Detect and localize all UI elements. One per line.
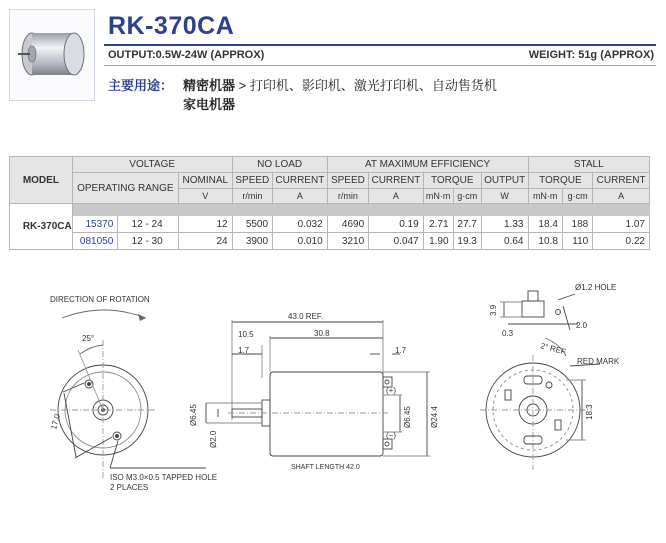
shaft-length: SHAFT LENGTH 42.0 [291,464,360,471]
row1-nl-current: 0.032 [273,216,328,233]
dim-2-0b: 2.0 [576,321,588,330]
technical-drawing [0,280,666,510]
front-view [50,310,206,480]
model-title: RK-370CA [108,12,235,40]
unit-st-a: A [593,189,650,204]
nl-current-header: CURRENT [273,173,328,189]
operating-range-header: OPERATING RANGE [72,173,178,204]
row2-me-mnm: 1.90 [423,233,453,250]
hole-label: Ø1.2 HOLE [575,283,617,292]
dim-6-45a: Ø6.45 [189,404,198,426]
use-list-line [183,75,497,94]
unit-st-gcm: g·cm [562,189,592,204]
info-rule [104,65,656,66]
dim-18-3: 18.3 [585,404,594,420]
dim-17: 17.0 [49,413,62,431]
unit-nl-speed: r/min [232,189,272,204]
unit-me-gcm: g·cm [453,189,481,204]
row1-me-gcm: 27.7 [453,216,481,233]
use-secondary: 家电机器 [183,97,236,112]
row2-nl-current: 0.010 [273,233,328,250]
noload-header: NO LOAD [232,157,327,173]
use-label-text: 主要用途 [108,78,161,93]
nominal-header: NOMINAL [178,173,232,189]
rotation-label: DIRECTION OF ROTATION [50,295,150,304]
spec-table [9,156,650,250]
plus-terminal: (+) [386,386,396,395]
me-output-header: OUTPUT [481,173,528,189]
dim-0-3: 0.3 [502,329,514,338]
tapped-hole-2: 2 PLACES [110,483,149,492]
row1-nl-speed: 5500 [232,216,272,233]
unit-me-speed: r/min [327,189,368,204]
row1-me-mnm: 2.71 [423,216,453,233]
unit-nl-current: A [273,189,328,204]
row1-st-mnm: 18.4 [528,216,562,233]
rear-view [480,291,600,470]
row2-me-speed: 3210 [327,233,368,250]
row2-st-current: 0.22 [593,233,650,250]
model-name-cell: RK-370CA [10,204,73,250]
st-current-header: CURRENT [593,173,650,189]
angle-25: 25° [82,334,95,343]
dim-3-9: 3.9 [489,304,498,316]
row1-st-current: 1.07 [593,216,650,233]
unit-st-mnm: mN·m [528,189,562,204]
row2-num: 081050 [72,233,118,250]
dim-10-5: 10.5 [238,330,254,339]
motor-photo [9,9,95,101]
dim-30-8: 30.8 [314,329,330,338]
unit-me-w: W [481,189,528,204]
table-spacer-row [10,204,650,216]
row1-num: 15370 [72,216,118,233]
output-range: OUTPUT:0.5W-24W (APPROX) [108,49,265,61]
unit-v: V [178,189,232,204]
model-header: MODEL [10,157,73,204]
use-arrow: > [238,78,247,93]
minus-terminal: (−) [386,431,396,440]
voltage-header: VOLTAGE [72,157,232,173]
row1-nominal: 12 [178,216,232,233]
red-mark: RED MARK [577,357,620,366]
dim-43: 43.0 REF. [288,312,324,321]
row1-me-current: 0.19 [369,216,424,233]
row2-st-mnm: 10.8 [528,233,562,250]
unit-me-current: A [369,189,424,204]
motor-photo-illustration [10,10,94,100]
row2-st-gcm: 110 [562,233,592,250]
use-label [108,75,173,94]
dim-24-4: Ø24.4 [430,406,439,428]
me-current-header: CURRENT [369,173,424,189]
unit-me-mnm: mN·m [423,189,453,204]
dim-2-0: Ø2.0 [209,430,218,448]
row2-me-current: 0.047 [369,233,424,250]
row1-st-gcm: 188 [562,216,592,233]
row1-me-speed: 4690 [327,216,368,233]
row1-me-output: 1.33 [481,216,528,233]
row2-nominal: 24 [178,233,232,250]
use-primary: 精密机器 [183,78,236,93]
dim-6-45b: Ø6.45 [403,406,412,428]
tapped-hole-1: ISO M3.0×0.5 TAPPED HOLE [110,473,218,482]
row2-me-gcm: 19.3 [453,233,481,250]
table-row [10,216,650,233]
use-list: 打印机、影印机、激光打印机、自动售货机 [249,78,497,93]
me-torque-header: TORQUE [423,173,481,189]
nl-speed-header: SPEED [232,173,272,189]
weight-label: WEIGHT: 51g (APPROX) [528,49,654,61]
angle-2: 2° REF. [539,341,569,357]
title-rule [104,44,656,46]
dim-1-7b: 1.7 [395,346,407,355]
row1-range: 12 - 24 [118,216,179,233]
stall-header: STALL [528,157,650,173]
side-view [206,320,430,456]
row2-me-output: 0.64 [481,233,528,250]
table-row [10,233,650,250]
row2-nl-speed: 3900 [232,233,272,250]
dim-1-7a: 1.7 [238,346,250,355]
me-speed-header: SPEED [327,173,368,189]
st-torque-header: TORQUE [528,173,593,189]
maxeff-header: AT MAXIMUM EFFICIENCY [327,157,528,173]
use-label-colon: ： [160,78,174,93]
row2-range: 12 - 30 [118,233,179,250]
